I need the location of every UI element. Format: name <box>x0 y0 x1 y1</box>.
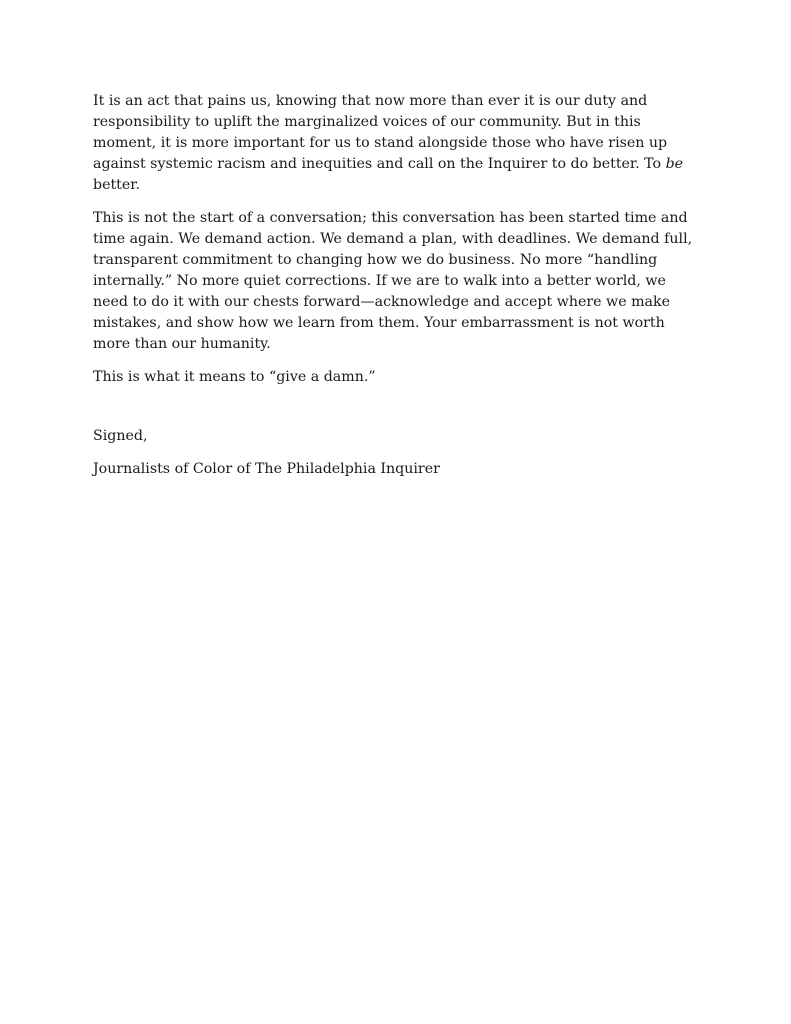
emphasis-be: be <box>665 156 684 172</box>
paragraph-duty-text: It is an act that pains us, knowing that now more than ever it is our duty and responsibility to uplift the marginalized voices of our community. But in this moment, it is more important for us to stand alongside those who have risen up against systemic racism and inequities and call on the Inquirer to do better. To <box>93 93 668 172</box>
closing-signed: Signed, <box>93 428 148 444</box>
paragraph-duty-ending: better. <box>93 177 141 193</box>
paragraph-demands: This is not the start of a conversation; this conversation has been started time and time again. We demand action. We demand a plan, with deadlines. We demand full, transparent commitment to changing how we do business. No more “handling internally.” No more quiet corrections. If we are to walk into a better world, we need to do it with our chests forward—acknowledge and accept where we make mistakes, and show how we learn from them. Your embarrassment is not worth more than our humanity. <box>93 210 693 352</box>
signature: Journalists of Color of The Philadelphia Inquirer <box>93 461 440 477</box>
paragraph-duty <box>93 91 705 196</box>
paragraph-give-a-damn: This is what it means to “give a damn.” <box>93 369 376 385</box>
letter-body <box>93 91 705 480</box>
